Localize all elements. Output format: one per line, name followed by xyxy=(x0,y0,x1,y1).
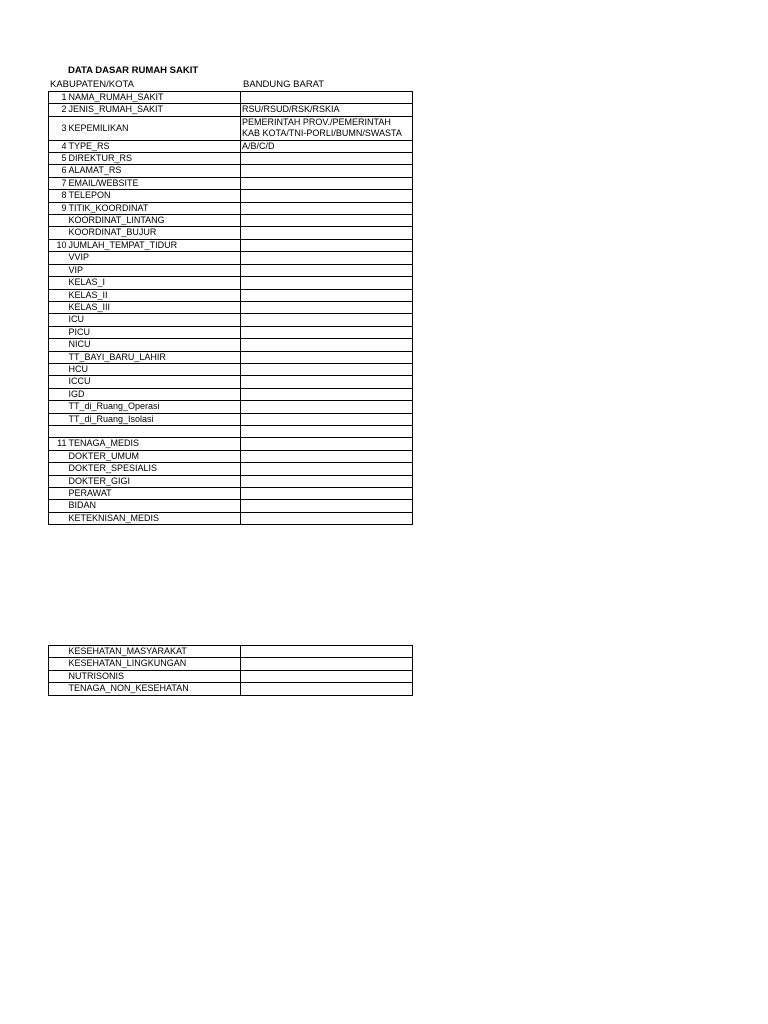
field-name-cell: TENAGA_NON_KESEHATAN xyxy=(68,683,241,695)
row-number: 10 xyxy=(49,239,68,251)
row-number xyxy=(49,388,68,400)
table-row xyxy=(49,215,413,227)
row-number xyxy=(49,463,68,475)
row-number xyxy=(49,339,68,351)
table-row xyxy=(49,104,413,116)
field-name-cell: PICU xyxy=(68,326,241,338)
field-name-cell: TELEPON xyxy=(68,190,241,202)
table-row xyxy=(49,116,413,140)
field-value-cell[interactable] xyxy=(241,425,413,437)
field-value-cell[interactable] xyxy=(241,670,413,682)
row-number xyxy=(49,215,68,227)
field-name-cell: KELAS_III xyxy=(68,301,241,313)
field-name-cell: EMAIL/WEBSITE xyxy=(68,177,241,189)
field-name-cell: TT_di_Ruang_Operasi xyxy=(68,401,241,413)
row-number xyxy=(49,252,68,264)
table-row xyxy=(49,190,413,202)
row-number: 5 xyxy=(49,153,68,165)
table-row xyxy=(49,165,413,177)
row-number xyxy=(49,413,68,425)
field-value-cell[interactable]: PEMERINTAH PROV./PEMERINTAH KAB KOTA/TNI-PORLI/BUMN/SWASTA xyxy=(241,116,413,140)
table-row xyxy=(49,512,413,524)
row-number xyxy=(49,277,68,289)
field-value-cell[interactable] xyxy=(241,463,413,475)
row-number xyxy=(49,500,68,512)
field-value-cell[interactable] xyxy=(241,475,413,487)
field-value-cell[interactable] xyxy=(241,239,413,251)
field-name-cell: ICCU xyxy=(68,376,241,388)
staff-extra-table xyxy=(48,645,413,696)
field-name-cell: VVIP xyxy=(68,252,241,264)
field-value-cell[interactable] xyxy=(241,277,413,289)
field-value-cell[interactable] xyxy=(241,351,413,363)
row-number xyxy=(49,289,68,301)
field-value-cell[interactable] xyxy=(241,153,413,165)
field-name-cell: ICU xyxy=(68,314,241,326)
field-value-cell[interactable]: RSU/RSUD/RSK/RSKIA xyxy=(241,104,413,116)
row-number xyxy=(49,425,68,437)
row-number: 9 xyxy=(49,202,68,214)
table-row xyxy=(49,475,413,487)
field-name-cell: HCU xyxy=(68,363,241,375)
row-number xyxy=(49,326,68,338)
field-name-cell: TT_BAYI_BARU_LAHIR xyxy=(68,351,241,363)
row-number: 11 xyxy=(49,438,68,450)
row-number xyxy=(49,683,68,695)
field-value-cell[interactable] xyxy=(241,177,413,189)
field-name-cell: KOORDINAT_LINTANG xyxy=(68,215,241,227)
row-number xyxy=(49,351,68,363)
row-number: 3 xyxy=(49,116,68,140)
field-name-cell: TITIK_KOORDINAT xyxy=(68,202,241,214)
field-name-cell: PERAWAT xyxy=(68,487,241,499)
field-name-cell: NAMA_RUMAH_SAKIT xyxy=(68,92,241,104)
field-name-cell: NUTRISONIS xyxy=(68,670,241,682)
table-row xyxy=(49,658,413,670)
row-number xyxy=(49,314,68,326)
field-name-cell: TENAGA_MEDIS xyxy=(68,438,241,450)
row-number: 7 xyxy=(49,177,68,189)
table-row xyxy=(49,301,413,313)
field-name-cell: BIDAN xyxy=(68,500,241,512)
field-name-cell xyxy=(68,425,241,437)
table-row xyxy=(49,314,413,326)
field-value-cell[interactable] xyxy=(241,264,413,276)
field-value-cell[interactable] xyxy=(241,438,413,450)
field-name-cell: KESEHATAN_LINGKUNGAN xyxy=(68,658,241,670)
field-value-cell[interactable] xyxy=(241,500,413,512)
table-row xyxy=(49,401,413,413)
field-name-cell: DOKTER_UMUM xyxy=(68,450,241,462)
field-name-cell: KESEHATAN_MASYARAKAT xyxy=(68,646,241,658)
field-value-cell[interactable] xyxy=(241,646,413,658)
field-value-cell[interactable] xyxy=(241,487,413,499)
field-value-cell[interactable] xyxy=(241,376,413,388)
field-value-cell[interactable] xyxy=(241,339,413,351)
row-number: 8 xyxy=(49,190,68,202)
field-name-cell: VIP xyxy=(68,264,241,276)
page-title: DATA DASAR RUMAH SAKIT xyxy=(68,65,199,76)
table-row xyxy=(49,425,413,437)
table-row xyxy=(49,463,413,475)
row-number xyxy=(49,646,68,658)
row-number xyxy=(49,512,68,524)
field-value-cell[interactable] xyxy=(241,252,413,264)
row-number xyxy=(49,670,68,682)
field-value-cell[interactable] xyxy=(241,227,413,239)
field-value-cell[interactable] xyxy=(241,401,413,413)
table-row xyxy=(49,92,413,104)
table-row xyxy=(49,413,413,425)
field-value-cell[interactable] xyxy=(241,165,413,177)
table-row xyxy=(49,264,413,276)
kabupaten-label: KABUPATEN/KOTA xyxy=(50,79,134,90)
field-name-cell: KETEKNISAN_MEDIS xyxy=(68,512,241,524)
row-number xyxy=(49,376,68,388)
field-value-cell[interactable] xyxy=(241,215,413,227)
table-row xyxy=(49,177,413,189)
row-number: 4 xyxy=(49,140,68,152)
field-value-cell[interactable] xyxy=(241,326,413,338)
field-value-cell[interactable] xyxy=(241,202,413,214)
field-value-cell[interactable] xyxy=(241,301,413,313)
field-value-cell[interactable] xyxy=(241,413,413,425)
row-number: 2 xyxy=(49,104,68,116)
field-name-cell: DOKTER_GIGI xyxy=(68,475,241,487)
field-value-cell[interactable] xyxy=(241,314,413,326)
table-row xyxy=(49,450,413,462)
table-row xyxy=(49,438,413,450)
table-row xyxy=(49,140,413,152)
table-row xyxy=(49,202,413,214)
field-value-cell[interactable] xyxy=(241,92,413,104)
field-name-cell: DOKTER_SPESIALIS xyxy=(68,463,241,475)
table-row xyxy=(49,289,413,301)
field-value-cell[interactable] xyxy=(241,683,413,695)
row-number: 6 xyxy=(49,165,68,177)
table-row xyxy=(49,252,413,264)
field-name-cell: NICU xyxy=(68,339,241,351)
field-value-cell[interactable] xyxy=(241,388,413,400)
field-name-cell: TT_di_Ruang_Isolasi xyxy=(68,413,241,425)
table-row xyxy=(49,326,413,338)
field-name-cell: ALAMAT_RS xyxy=(68,165,241,177)
table-row xyxy=(49,153,413,165)
row-number xyxy=(49,475,68,487)
table-row xyxy=(49,683,413,695)
row-number xyxy=(49,658,68,670)
kabupaten-value: BANDUNG BARAT xyxy=(243,79,325,90)
table-row xyxy=(49,500,413,512)
field-name-cell: KEPEMILIKAN xyxy=(68,116,241,140)
row-number: 1 xyxy=(49,92,68,104)
field-name-cell: KELAS_II xyxy=(68,289,241,301)
row-number xyxy=(49,264,68,276)
table-row xyxy=(49,670,413,682)
table-row xyxy=(49,351,413,363)
table-row xyxy=(49,487,413,499)
field-value-cell[interactable] xyxy=(241,512,413,524)
table-row xyxy=(49,646,413,658)
table-row xyxy=(49,363,413,375)
field-value-cell[interactable] xyxy=(241,363,413,375)
table-row xyxy=(49,339,413,351)
row-number xyxy=(49,401,68,413)
row-number xyxy=(49,301,68,313)
table-row xyxy=(49,388,413,400)
row-number xyxy=(49,227,68,239)
row-number xyxy=(49,487,68,499)
row-number xyxy=(49,450,68,462)
field-value-cell[interactable] xyxy=(241,450,413,462)
table-row xyxy=(49,376,413,388)
field-name-cell: JUMLAH_TEMPAT_TIDUR xyxy=(68,239,241,251)
field-name-cell: DIREKTUR_RS xyxy=(68,153,241,165)
field-name-cell: KOORDINAT_BUJUR xyxy=(68,227,241,239)
table-row xyxy=(49,239,413,251)
field-value-cell[interactable] xyxy=(241,190,413,202)
field-name-cell: KELAS_I xyxy=(68,277,241,289)
field-name-cell: IGD xyxy=(68,388,241,400)
field-name-cell: TYPE_RS xyxy=(68,140,241,152)
field-value-cell[interactable] xyxy=(241,289,413,301)
hospital-data-table xyxy=(48,91,413,525)
field-value-cell[interactable] xyxy=(241,658,413,670)
table-row xyxy=(49,227,413,239)
field-name-cell: JENIS_RUMAH_SAKIT xyxy=(68,104,241,116)
field-value-cell[interactable]: A/B/C/D xyxy=(241,140,413,152)
row-number xyxy=(49,363,68,375)
table-row xyxy=(49,277,413,289)
